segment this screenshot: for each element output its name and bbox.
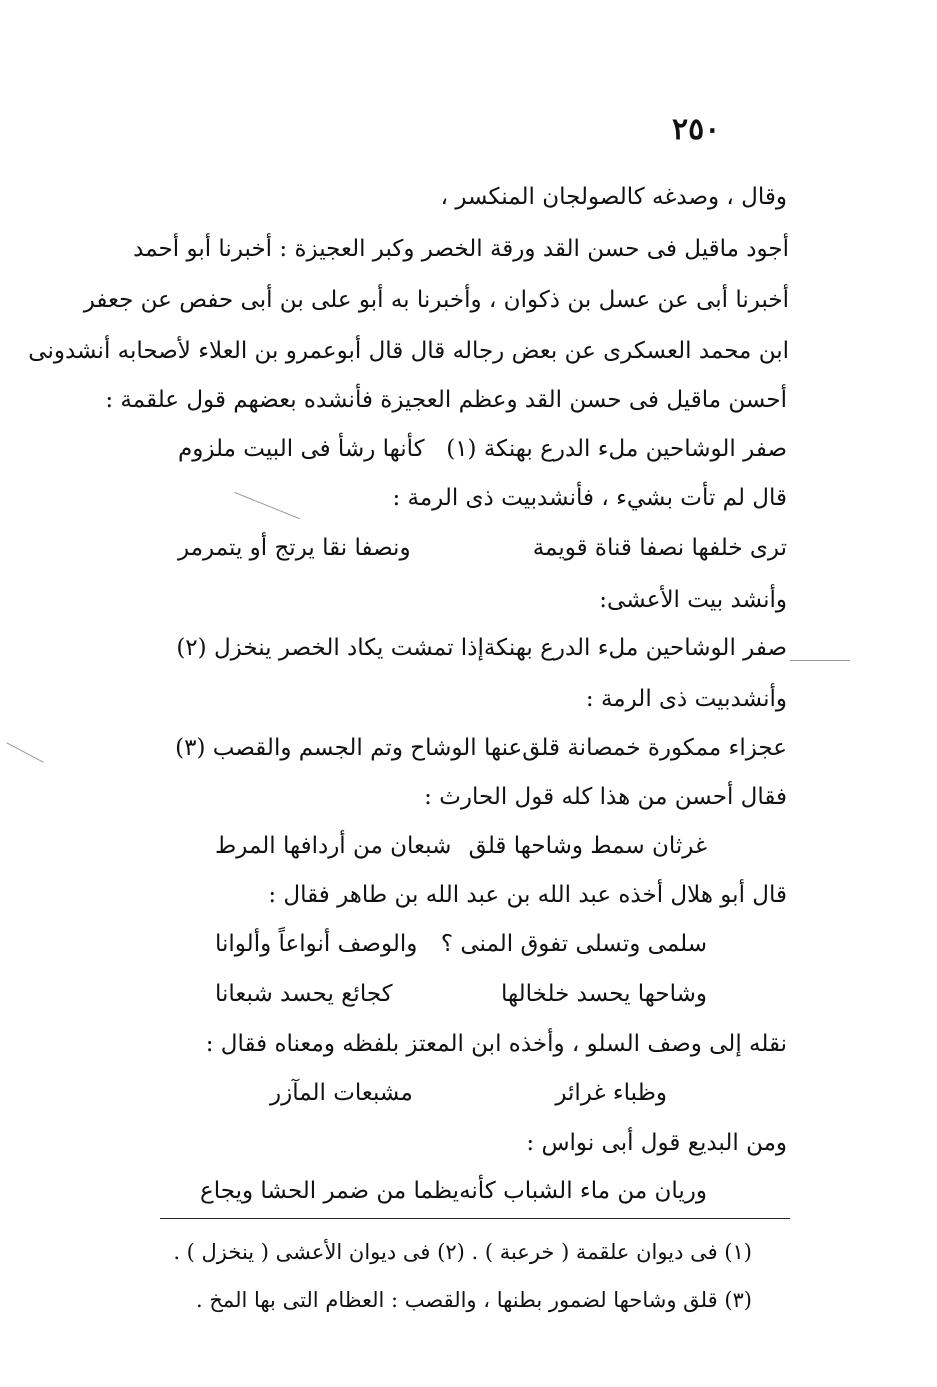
verse-9 — [200, 1178, 707, 1204]
scan-mark — [234, 492, 299, 519]
body-line-4: ابن محمد العسكرى عن بعض رجاله قال قال أبوعمرو بن العلاء لأصحابه أنشدونى — [28, 338, 789, 364]
verse-hemistich-second: والوصف أنواعاً وألوانا — [215, 931, 418, 957]
body-line-9: فقال أحسن من هذا كله قول الحارث : — [424, 784, 787, 810]
verse-hemistich-first: عجزاء ممكورة خمصانة قلق — [522, 735, 787, 761]
verse-1 — [178, 438, 787, 461]
verse-4 — [175, 735, 787, 761]
verse-hemistich-first: سلمى وتسلى تفوق المنى ؟ — [440, 931, 707, 957]
verse-hemistich-second: مشبعات المآزر — [270, 1080, 413, 1106]
body-line-2: أجود ماقيل فى حسن القد ورقة الخصر وكبر العجيزة : أخبرنا أبو أحمد — [133, 236, 789, 262]
body-line-8: وأنشدبيت ذى الرمة : — [585, 686, 787, 712]
verse-7 — [215, 983, 707, 1006]
verse-hemistich-first: ترى خلفها نصفا قناة قويمة — [532, 535, 787, 561]
verse-hemistich-first: صفر الوشاحين ملء الدرع بهنكة — [483, 635, 787, 661]
verse-hemistich-first: غرثان سمط وشاحها قلق — [468, 833, 707, 859]
verse-hemistich-second: كجائع يحسد شبعانا — [215, 981, 393, 1007]
scan-mark — [790, 660, 850, 661]
footnote-2: (٣) قلق وشاحها لضمور بطنها ، والقصب : العظام التى بها المخ . — [196, 1288, 752, 1312]
verse-8 — [270, 1082, 667, 1105]
body-line-7: وأنشد بيت الأعشى: — [599, 587, 787, 613]
body-line-3: أخبرنا أبى عن عسل بن ذكوان ، وأخبرنا به أبو على بن أبى حفص عن جعفر — [83, 287, 789, 313]
verse-hemistich-second: يظما من ضمر الحشا ويجاع — [200, 1178, 460, 1204]
verse-hemistich-first: وظباء غرائر — [555, 1080, 667, 1106]
body-line-10: قال أبو هلال أخذه عبد الله بن عبد الله بن طاهر فقال : — [268, 882, 787, 908]
body-line-5: أحسن ماقيل فى حسن القد وعظم العجيزة فأنشده بعضهم قول علقمة : — [105, 387, 787, 413]
verse-hemistich-first: صفر الوشاحين ملء الدرع بهنكة (١) — [446, 436, 787, 462]
footnote-divider — [160, 1218, 790, 1219]
verse-hemistich-second: إذا تمشت يكاد الخصر ينخزل (٢) — [176, 635, 484, 661]
verse-hemistich-second: كأنها رشأ فى البيت ملزوم — [178, 436, 425, 462]
verse-5 — [215, 835, 707, 858]
verse-2 — [178, 537, 787, 560]
page-number: ٢٥٠ — [672, 112, 721, 147]
verse-hemistich-first: وريان من ماء الشباب كأنه — [459, 1178, 707, 1204]
body-line-12: ومن البديع قول أبى نواس : — [526, 1130, 787, 1156]
verse-6 — [215, 933, 707, 956]
footnote-1: (١) فى ديوان علقمة ( خرعبة ) . (٢) فى ديوان الأعشى ( ينخزل ) . — [173, 1240, 752, 1264]
verse-3 — [178, 637, 787, 660]
body-line-6: قال لم تأت بشيء ، فأنشدبيت ذى الرمة : — [392, 485, 787, 511]
verse-hemistich-second: ونصفا نقا يرتج أو يتمرمر — [178, 535, 411, 561]
verse-hemistich-first: وشاحها يحسد خلخالها — [501, 981, 707, 1007]
scan-mark — [6, 742, 44, 763]
verse-hemistich-second: شبعان من أردافها المرط — [215, 833, 452, 859]
body-line-11: نقله إلى وصف السلو ، وأخذه ابن المعتز بلفظه ومعناه فقال : — [205, 1031, 787, 1057]
verse-hemistich-second: عنها الوشاح وتم الجسم والقصب (٣) — [175, 735, 523, 761]
body-line-1: وقال ، وصدغه كالصولجان المنكسر ، — [440, 184, 787, 210]
